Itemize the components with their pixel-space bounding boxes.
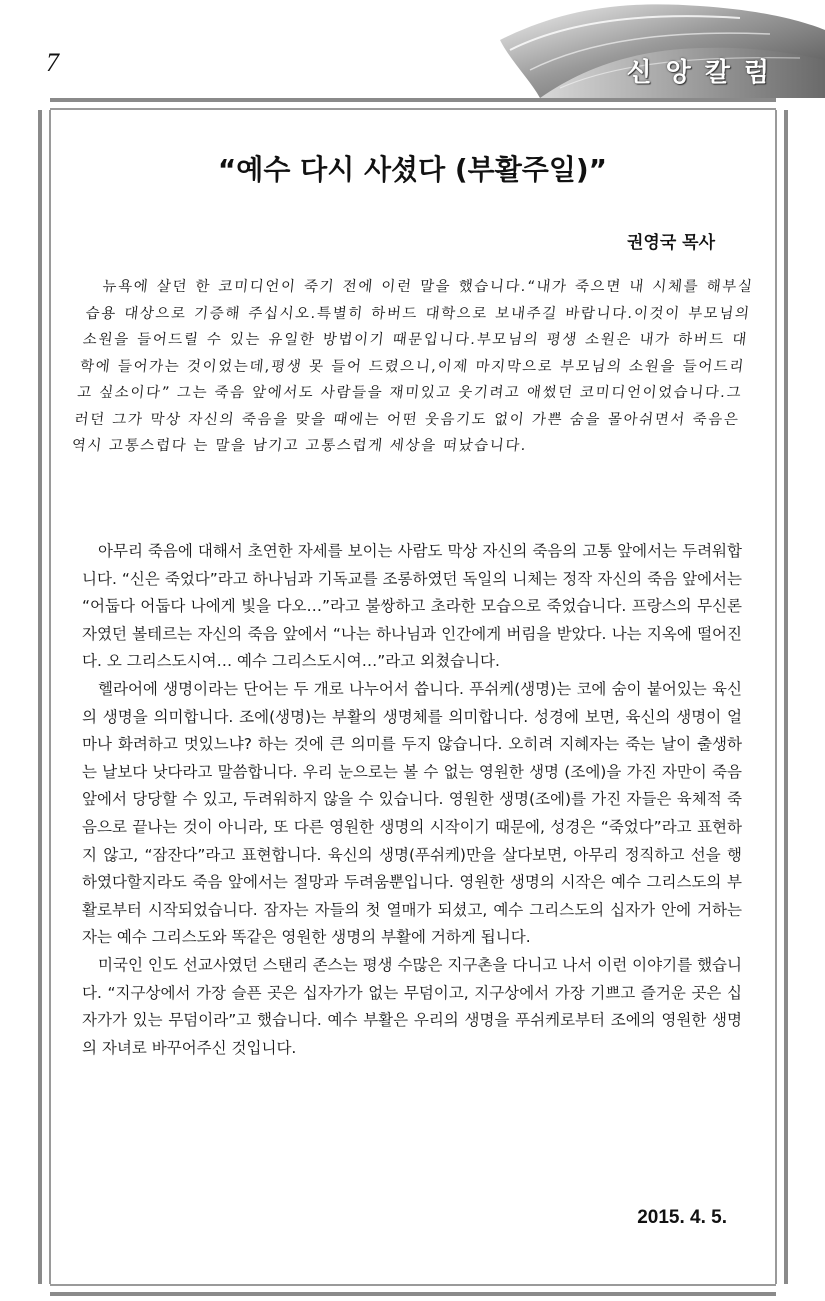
article-author: 권영국 목사 (626, 233, 715, 253)
body-paragraph: 헬라어에 생명이라는 단어는 두 개로 나누어서 씁니다. 푸쉬케(생명)는 코에 숨이 붙어있는 육신의 생명을 의미합니다. 조에(생명)는 부활의 생명체를 의미합니다. 성경에 보면, 육신의 생명이 얼마나 화려하고 멋있느냐? 하는 것에 큰 의미를 두지 않습니다. 오히려 지혜자는 죽는 날이 출생하는 날보다 낫다라고 말씀합니다. 우리 눈으로는 볼 수 없는 영원한 생명 (조에)을 가진 자만이 죽음 앞에서 당당할 수 있고, 두려워하지 않을 수 있습니다. 영원한 생명(조에)를 가진 자들은 육체적 죽음으로 끝나는 것이 아니라, 또 다른 영원한 생명의 시작이기 때문에, 성경은 “죽었다”라고 표현하지 않고, “잠잔다”라고 표현합니다. 육신의 생명(푸쉬케)만을 살다보면, 아무리 정직하고 선을 행하였다할지라도 죽음 앞에서는 절망과 두려움뿐입니다. 영원한 생명의 시작은 예수 그리스도의 부활로부터 시작되었습니다. 잠자는 자들의 첫 열매가 되셨고, 예수 그리스도의 십자가 안에 거하는 자는 예수 그리스도와 똑같은 영원한 생명의 부활에 거하게 됩니다. (82, 679, 742, 947)
frame-corner (38, 98, 50, 110)
article-body (82, 538, 742, 1062)
handwritten-paragraph: 뉴욕에 살던 한 코미디언이 죽기 전에 이런 말을 했습니다.“내가 죽으면 내 시체를 해부실습용 대상으로 기증해 주십시오.특별히 하버드 대학으로 보내주길 바랍니다.이것이 부모님의 소원을 들어드릴 수 있는 유일한 방법이기 때문입니다.부모님의 평생 소원은 내가 하버드 대학에 들어가는 것이었는데,평생 못 들어 드렸으니,이제 마지막으로 부모님의 소원을 들어드리고 싶소이다” 그는 죽음 앞에서도 사람들을 재미있고 웃기려고 애썼던 코미디언이었습니다.그러던 그가 막상 자신의 죽음을 맞을 때에는 어떤 웃음기도 없이 가쁜 숨을 몰아쉬면서 죽음은 역시 고통스럽다 는 말을 남기고 고통스럽게 세상을 떠났습니다. (70, 279, 755, 454)
frame-corner (776, 98, 788, 110)
article-date: 2015. 4. 5. (637, 1207, 727, 1228)
frame-corner (38, 1284, 50, 1296)
section-label: 신앙칼럼 (626, 58, 783, 88)
body-paragraph: 아무리 죽음에 대해서 초연한 자세를 보이는 사람도 막상 자신의 죽음의 고통 앞에서는 두려워합니다. “신은 죽었다”라고 하나님과 기독교를 조롱하였던 독일의 니체는 정작 자신의 죽음 앞에서는 “어둡다 어둡다 나에게 빛을 다오…”라고 불쌍하고 초라한 모습으로 죽었습니다. 프랑스의 무신론자였던 볼테르는 자신의 죽음 앞에서 “나는 하나님과 인간에게 버림을 받았다. 나는 지옥에 떨어진다. 오 그리스도시여… 예수 그리스도시여…”라고 외쳤습니다. (82, 542, 742, 671)
article-title: “예수 다시 사셨다 (부활주일)” (217, 153, 608, 186)
frame-corner (776, 1284, 788, 1296)
page-number: 7 (46, 48, 59, 77)
body-paragraph: 미국인 인도 선교사였던 스탠리 존스는 평생 수많은 지구촌을 다니고 나서 이런 이야기를 했습니다. “지구상에서 가장 슬픈 곳은 십자가가 없는 무덤이고, 지구상에서 가장 기쁘고 즐거운 곳은 십자가가 있는 무덤이라”고 했습니다. 예수 부활은 우리의 생명을 푸쉬케로부터 조에의 영원한 생명의 자녀로 바꾸어주신 것입니다. (82, 955, 742, 1057)
